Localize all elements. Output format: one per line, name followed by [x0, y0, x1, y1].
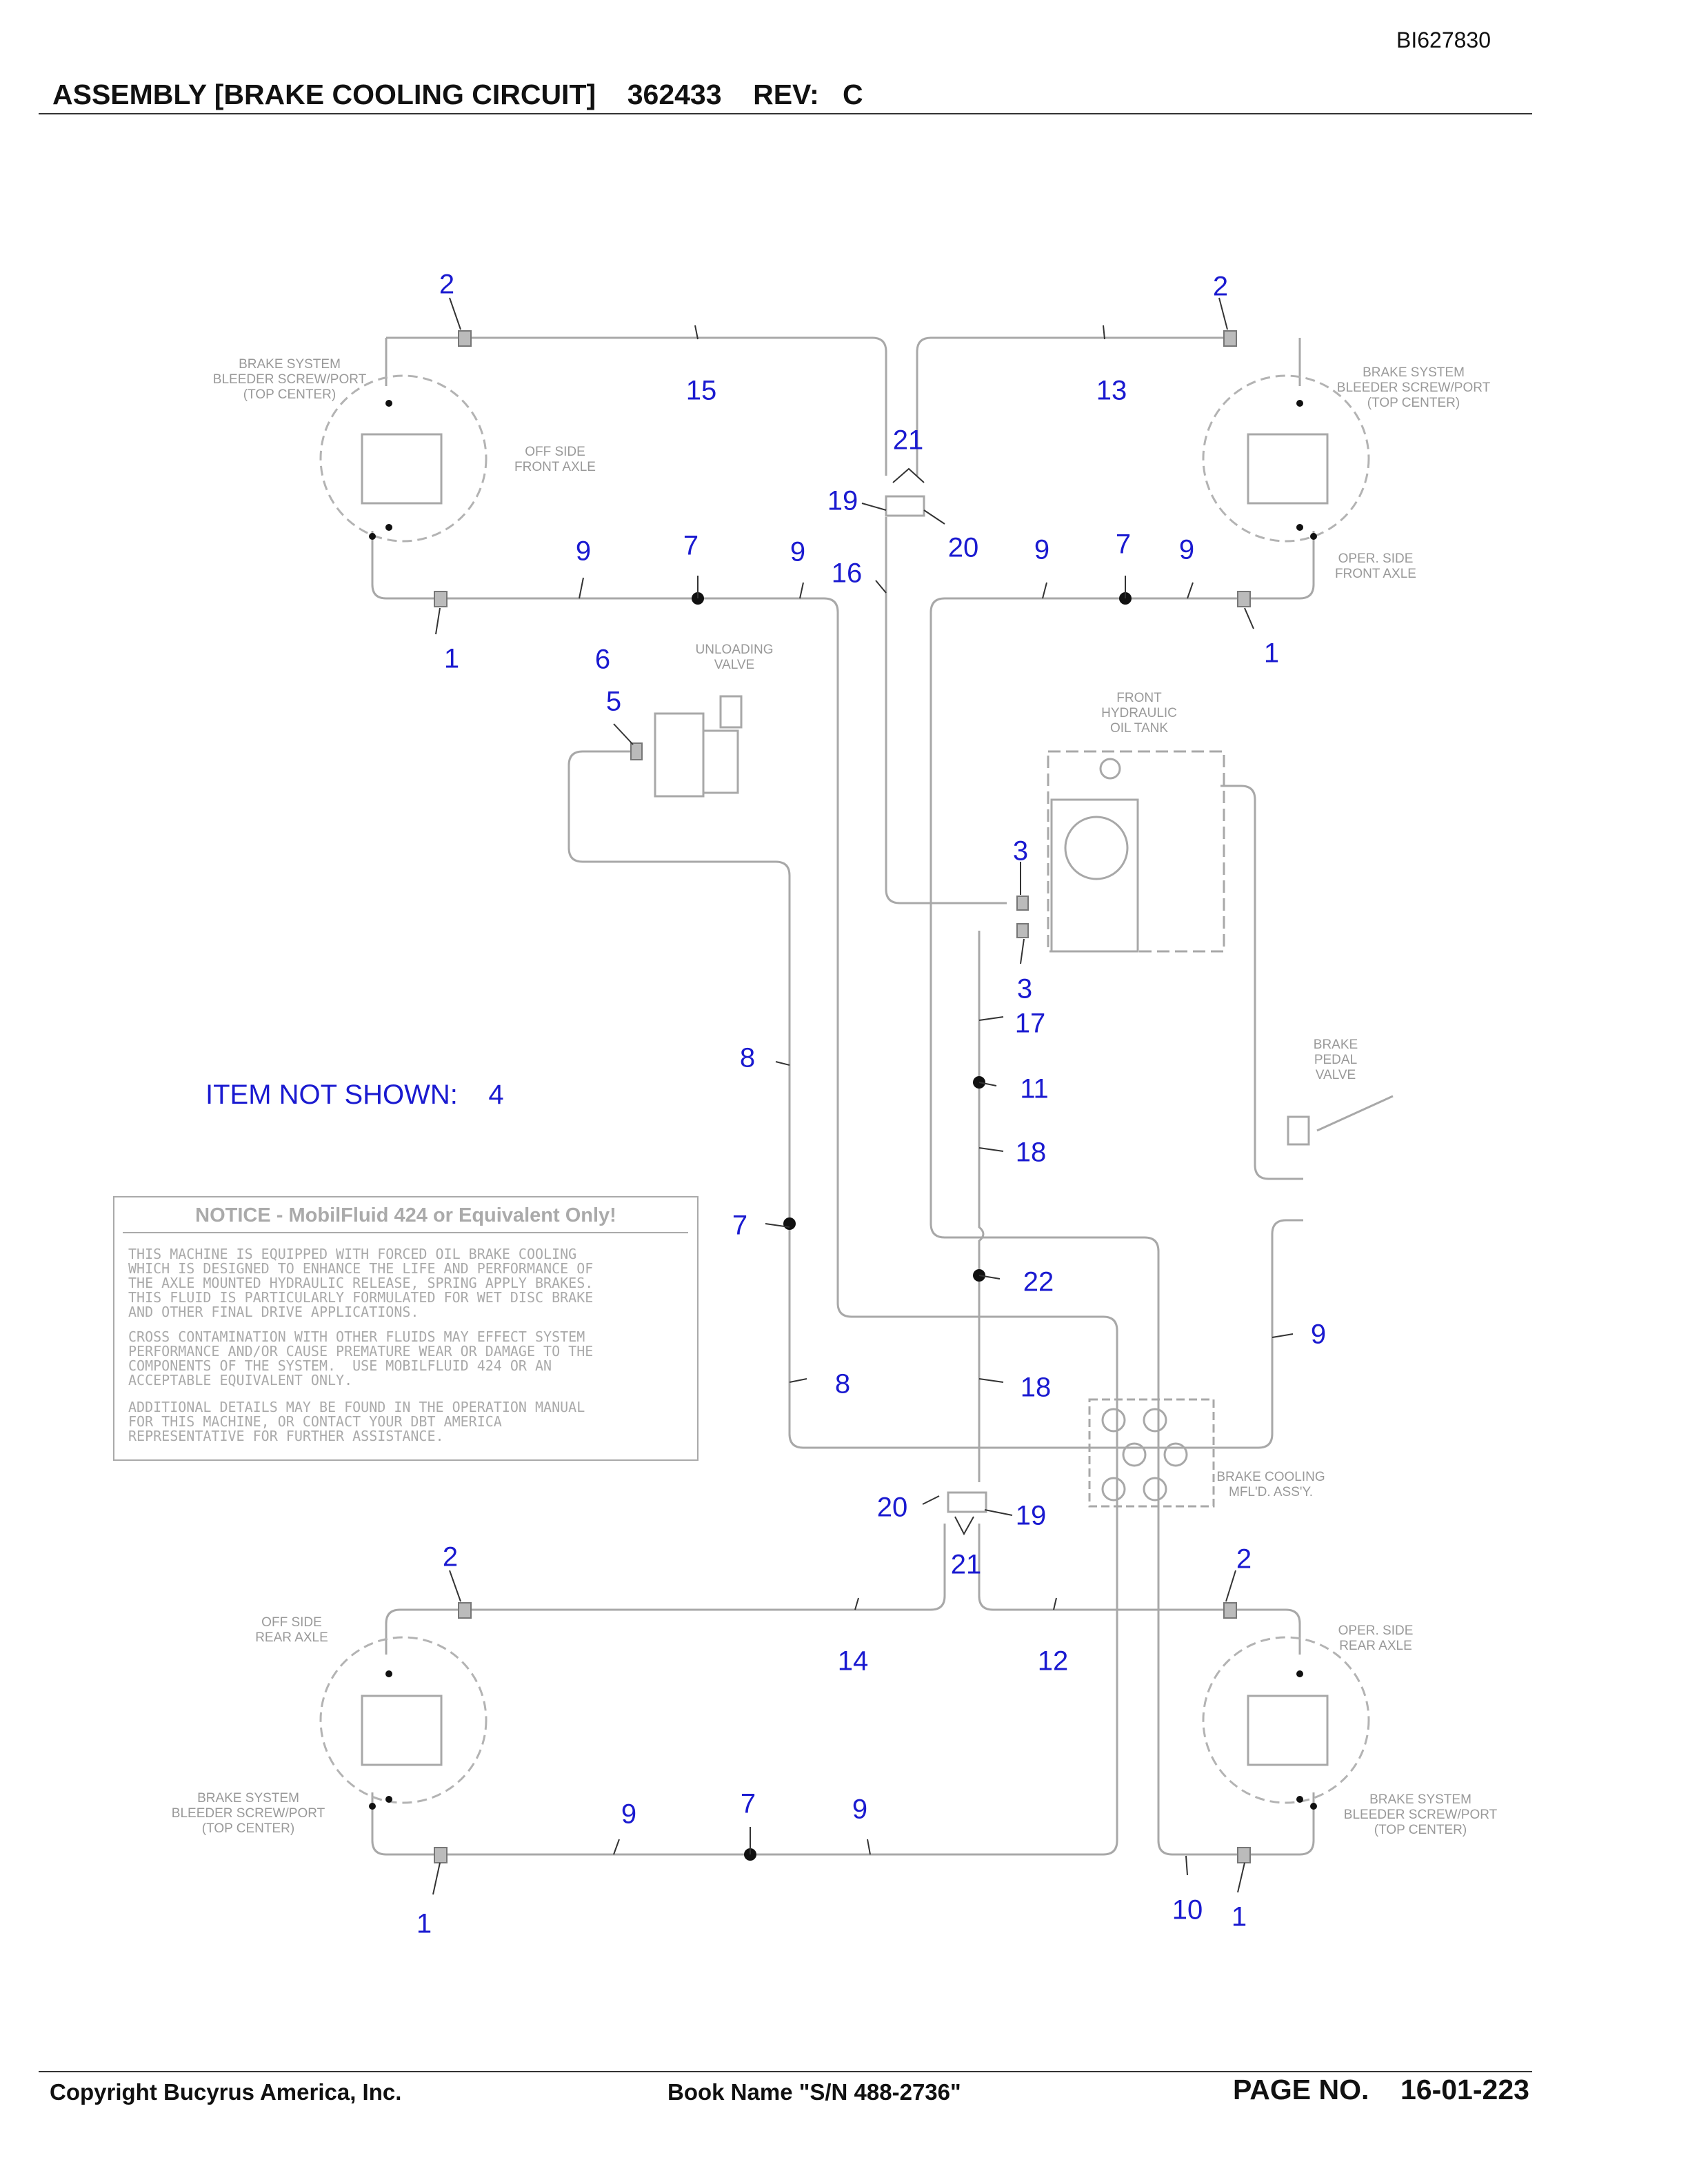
- page-title: ASSEMBLY [BRAKE COOLING CIRCUIT] 362433 REV: C: [52, 79, 863, 110]
- document-id: BI627830: [1396, 28, 1491, 52]
- tank-port: [1101, 759, 1120, 778]
- callout-item: 9: [575, 536, 592, 567]
- pedal-lever: [1317, 1096, 1393, 1131]
- notice-title: NOTICE - MobilFluid 424 or Equivalent Only!: [195, 1204, 616, 1226]
- callout-item: 3: [1016, 973, 1033, 1004]
- callout-item: 12: [1037, 1646, 1069, 1677]
- callout-item: 9: [852, 1794, 868, 1825]
- fitting-1: [434, 1848, 447, 1863]
- manifold-port: [1144, 1478, 1166, 1500]
- hose-14-line: [386, 1524, 945, 1655]
- rear-right-brake-housing: [1203, 1637, 1369, 1803]
- pump-flange: [1065, 817, 1127, 879]
- tee-21-bottom: [948, 1493, 986, 1512]
- callout-item: 18: [1020, 1372, 1052, 1403]
- oil-tank-outline: [1048, 751, 1224, 951]
- rear-left-brake-housing: [321, 1637, 486, 1803]
- callout-item: 1: [443, 643, 460, 674]
- callout-item: 1: [1263, 638, 1280, 669]
- callout-item: 9: [621, 1799, 637, 1830]
- notice-divider: [123, 1232, 688, 1233]
- fitting-3: [1017, 924, 1028, 938]
- tee-21-top: [886, 496, 924, 516]
- pedal-valve-body: [1288, 1117, 1309, 1144]
- callout-item: 17: [1014, 1008, 1046, 1039]
- label-bleeder-rear-left: BRAKE SYSTEM BLEEDER SCREW/PORT (TOP CENTER): [171, 1791, 325, 1836]
- callout-item: 2: [439, 269, 455, 300]
- callout-item: 7: [732, 1210, 748, 1241]
- junction-7: [783, 1217, 796, 1230]
- callout-item: 19: [827, 485, 858, 516]
- callout-item: 20: [947, 532, 979, 563]
- pedal-valve-line: [1220, 786, 1303, 1179]
- notice-paragraph: THIS MACHINE IS EQUIPPED WITH FORCED OIL BRAKE COOLING WHICH IS DESIGNED TO ENHANCE THE LIFE AND PERFORMANCE OF THE AXLE MOUNTED HYDRAULIC RELEASE, SPRING APPLY BRAKES. THIS FLUID IS PARTICULARLY FORMULATED FOR WET DISC BRAKE AND OTHER FINAL DRIVE APPLICATIONS.: [128, 1246, 594, 1320]
- callout-item: 2: [442, 1541, 459, 1573]
- callout-item: 13: [1096, 375, 1127, 406]
- callout-item: 1: [416, 1908, 432, 1939]
- callout-item: 22: [1023, 1266, 1054, 1297]
- fitting-3: [1017, 896, 1028, 910]
- callout-item: 5: [605, 686, 622, 717]
- hose-16-line: [886, 517, 1007, 903]
- callout-item: 7: [683, 530, 699, 561]
- callout-item: 9: [790, 536, 806, 567]
- callout-item: 18: [1015, 1137, 1047, 1168]
- manifold-port: [1103, 1478, 1125, 1500]
- callout-item: 20: [876, 1492, 908, 1523]
- label-oper-side-rear-axle: OPER. SIDE REAR AXLE: [1338, 1624, 1414, 1653]
- oil-tank-pump: [1052, 800, 1138, 951]
- footer-book-name: Book Name "S/N 488-2736": [667, 2079, 961, 2105]
- callout-item: 3: [1012, 836, 1029, 867]
- label-brake-pedal-valve: BRAKE PEDAL VALVE: [1313, 1038, 1358, 1082]
- notice-paragraph: CROSS CONTAMINATION WITH OTHER FLUIDS MAY EFFECT SYSTEM PERFORMANCE AND/OR CAUSE PREMATURE WEAR OR DAMAGE TO THE COMPONENTS OF THE SYSTEM. USE MOBILFLUID 424 OR AN ACCEPTABLE EQUIVALENT ONLY.: [128, 1328, 594, 1388]
- label-oper-side-front-axle: OPER. SIDE FRONT AXLE: [1335, 552, 1416, 581]
- label-bleeder-rear-right: BRAKE SYSTEM BLEEDER SCREW/PORT (TOP CENTER): [1343, 1792, 1498, 1837]
- callout-item: 21: [950, 1549, 982, 1580]
- callout-item: 8: [739, 1042, 756, 1073]
- fitting-2: [1224, 1603, 1236, 1618]
- label-unloading-valve: UNLOADING VALVE: [695, 643, 774, 672]
- callout-item: 9: [1178, 534, 1195, 565]
- callout-item: 8: [834, 1368, 851, 1399]
- label-bleeder-front-right: BRAKE SYSTEM BLEEDER SCREW/PORT (TOP CENTER): [1336, 365, 1491, 410]
- hose-13-line: [917, 338, 1224, 476]
- callout-item: 10: [1172, 1894, 1203, 1925]
- callout-item: 9: [1034, 534, 1050, 565]
- callout-item: 21: [892, 425, 924, 456]
- unloading-valve-cap: [721, 696, 741, 727]
- callout-item: 9: [1310, 1319, 1327, 1350]
- hose-17-18-line: [979, 931, 983, 1482]
- fitting-1: [1238, 592, 1250, 607]
- hose-15-line: [386, 338, 886, 476]
- manifold-port: [1103, 1409, 1125, 1431]
- front-left-hub: [362, 434, 441, 503]
- label-off-side-front-axle: OFF SIDE FRONT AXLE: [514, 445, 596, 474]
- callout-item: 11: [1020, 1073, 1049, 1104]
- rear-right-hub: [1248, 1696, 1327, 1765]
- item-not-shown-note: ITEM NOT SHOWN: 4: [205, 1080, 504, 1110]
- notice-paragraph: ADDITIONAL DETAILS MAY BE FOUND IN THE OPERATION MANUAL FOR THIS MACHINE, OR CONTACT YOUR DBT AMERICA REPRESENTATIVE FOR FURTHER ASSISTANCE.: [128, 1399, 585, 1444]
- label-brake-cooling-manifold: BRAKE COOLING MFL'D. ASS'Y.: [1216, 1470, 1325, 1499]
- hose-9-loop-left: [372, 531, 1117, 1854]
- rear-left-hub: [362, 1696, 441, 1765]
- manifold-outline: [1089, 1399, 1214, 1506]
- manifold-port: [1144, 1409, 1166, 1431]
- label-front-hydraulic-oil-tank: FRONT HYDRAULIC OIL TANK: [1101, 691, 1177, 736]
- footer-copyright: Copyright Bucyrus America, Inc.: [50, 2079, 402, 2105]
- fitting-2: [459, 331, 471, 346]
- label-bleeder-front-left: BRAKE SYSTEM BLEEDER SCREW/PORT (TOP CENTER): [212, 357, 367, 402]
- unloading-valve-body: [655, 714, 703, 796]
- callout-item: 14: [837, 1646, 869, 1677]
- callout-item: 6: [594, 644, 611, 675]
- fitting-2: [459, 1603, 471, 1618]
- fitting-1: [434, 592, 447, 607]
- callout-item: 7: [1115, 529, 1132, 560]
- callout-item: 19: [1015, 1500, 1047, 1531]
- fitting-5: [631, 743, 642, 760]
- fitting-1: [1238, 1848, 1250, 1863]
- hose-12-line: [979, 1524, 1300, 1655]
- callout-item: 16: [831, 558, 863, 589]
- notice-box: [113, 1196, 699, 1461]
- callout-item: 2: [1236, 1544, 1252, 1575]
- callout-item: 15: [685, 375, 717, 406]
- callout-item: 2: [1212, 271, 1229, 302]
- front-right-hub: [1248, 434, 1327, 503]
- callout-item: 7: [740, 1788, 756, 1819]
- footer-page-number: PAGE NO. 16-01-223: [1233, 2074, 1529, 2105]
- fitting-2: [1224, 331, 1236, 346]
- callout-item: 1: [1231, 1901, 1247, 1932]
- unloading-valve-side: [703, 731, 738, 793]
- label-off-side-rear-axle: OFF SIDE REAR AXLE: [255, 1615, 328, 1645]
- footer-rule: [39, 2071, 1532, 2072]
